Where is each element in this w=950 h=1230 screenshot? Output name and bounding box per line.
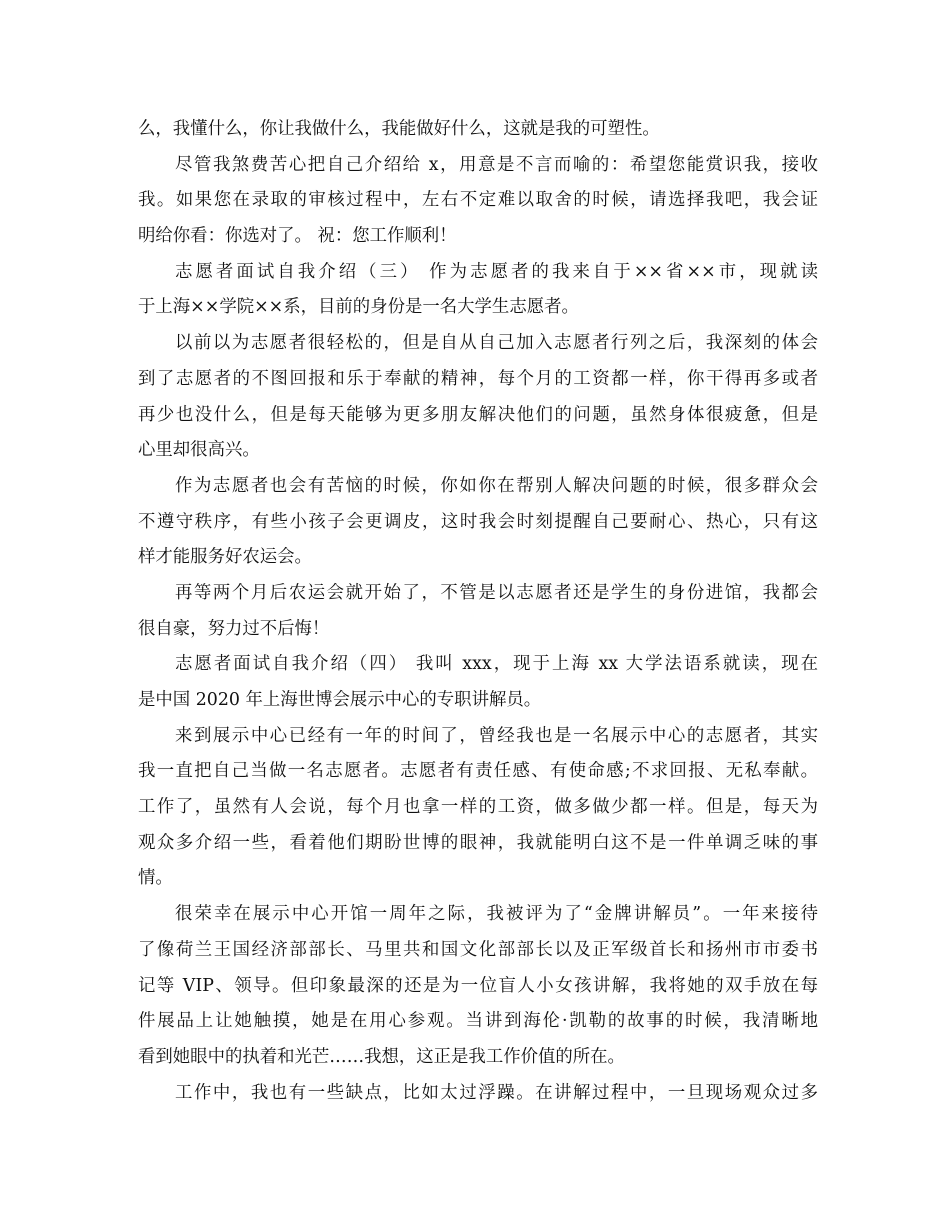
section-heading-line: 志愿者面试自我介绍（四） 我叫 xxx，现于上海 xx 大学法语系就读，现在 [175, 654, 818, 675]
text-line: 到了志愿者的不图回报和乐于奉献的精神，每个月的工资都一样，你干得再多或者 [138, 368, 818, 389]
text-line: 么，我懂什么，你让我做什么，我能做好什么，这就是我的可塑性。 [138, 119, 660, 139]
text-line: 工作了，虽然有人会说，每个月也拿一样的工资，做多做少都一样。但是，每天为 [138, 797, 818, 818]
text-line: 记等 VIP、领导。但印象最深的还是为一位盲人小女孩讲解，我将她的双手放在每 [138, 975, 818, 996]
text-line: 来到展示中心已经有一年的时间了，曾经我也是一名展示中心的志愿者，其实 [175, 725, 818, 746]
text-line: 情。 [138, 868, 173, 889]
text-line: 看到她眼中的执着和光芒……我想，这正是我工作价值的所在。 [138, 1046, 625, 1067]
text-line: 是中国 2020 年上海世博会展示中心的专职讲解员。 [138, 690, 542, 710]
text-line: 了像荷兰王国经济部部长、马里共和国文化部部长以及正军级首长和扬州市市委书 [138, 939, 818, 960]
text-line: 很荣幸在展示中心开馆一周年之际，我被评为了“金牌讲解员”。一年来接待 [175, 904, 818, 925]
text-line: 于上海××学院××系，目前的身份是一名大学生志愿者。 [138, 297, 579, 318]
text-line: 以前以为志愿者很轻松的，但是自从自己加入志愿者行列之后，我深刻的体会 [175, 333, 818, 354]
text-line: 再少也没什么，但是每天能够为更多朋友解决他们的问题，虽然身体很疲惫，但是 [138, 404, 818, 425]
text-line: 心里却很高兴。 [138, 440, 260, 461]
text-line: 我一直把自己当做一名志愿者。志愿者有责任感、有使命感;不求回报、无私奉献。 [138, 761, 818, 782]
text-line: 明给你看：你选对了。 祝：您工作顺利！ [138, 226, 457, 247]
text-line: 件展品上让她触摸，她是在用心参观。当讲到海伦·凯勒的故事的时候，我清晰地 [138, 1011, 818, 1032]
text-line: 很自豪，努力过不后悔！ [138, 618, 330, 639]
text-line: 作为志愿者也会有苦恼的时候，你如你在帮别人解决问题的时候，很多群众会 [175, 475, 818, 496]
text-line: 不遵守秩序，有些小孩子会更调皮，这时我会时刻提醒自己要耐心、热心，只有这 [138, 511, 818, 532]
text-line: 工作中，我也有一些缺点，比如太过浮躁。在讲解过程中，一旦现场观众过多 [175, 1082, 818, 1103]
section-heading-line: 志愿者面试自我介绍（三） 作为志愿者的我来自于××省××市，现就读 [175, 261, 818, 282]
text-line: 尽管我煞费苦心把自己介绍给 x，用意是不言而喻的：希望您能赏识我，接收 [175, 154, 818, 175]
text-line: 样才能服务好农运会。 [138, 547, 312, 568]
text-line: 我。如果您在录取的审核过程中，左右不定难以取舍的时候，请选择我吧，我会证 [138, 190, 818, 211]
document-body [138, 112, 818, 1111]
text-line: 观众多介绍一些，看着他们期盼世博的眼神，我就能明白这不是一件单调乏味的事 [138, 832, 818, 853]
text-line: 再等两个月后农运会就开始了，不管是以志愿者还是学生的身份进馆，我都会 [175, 582, 818, 603]
